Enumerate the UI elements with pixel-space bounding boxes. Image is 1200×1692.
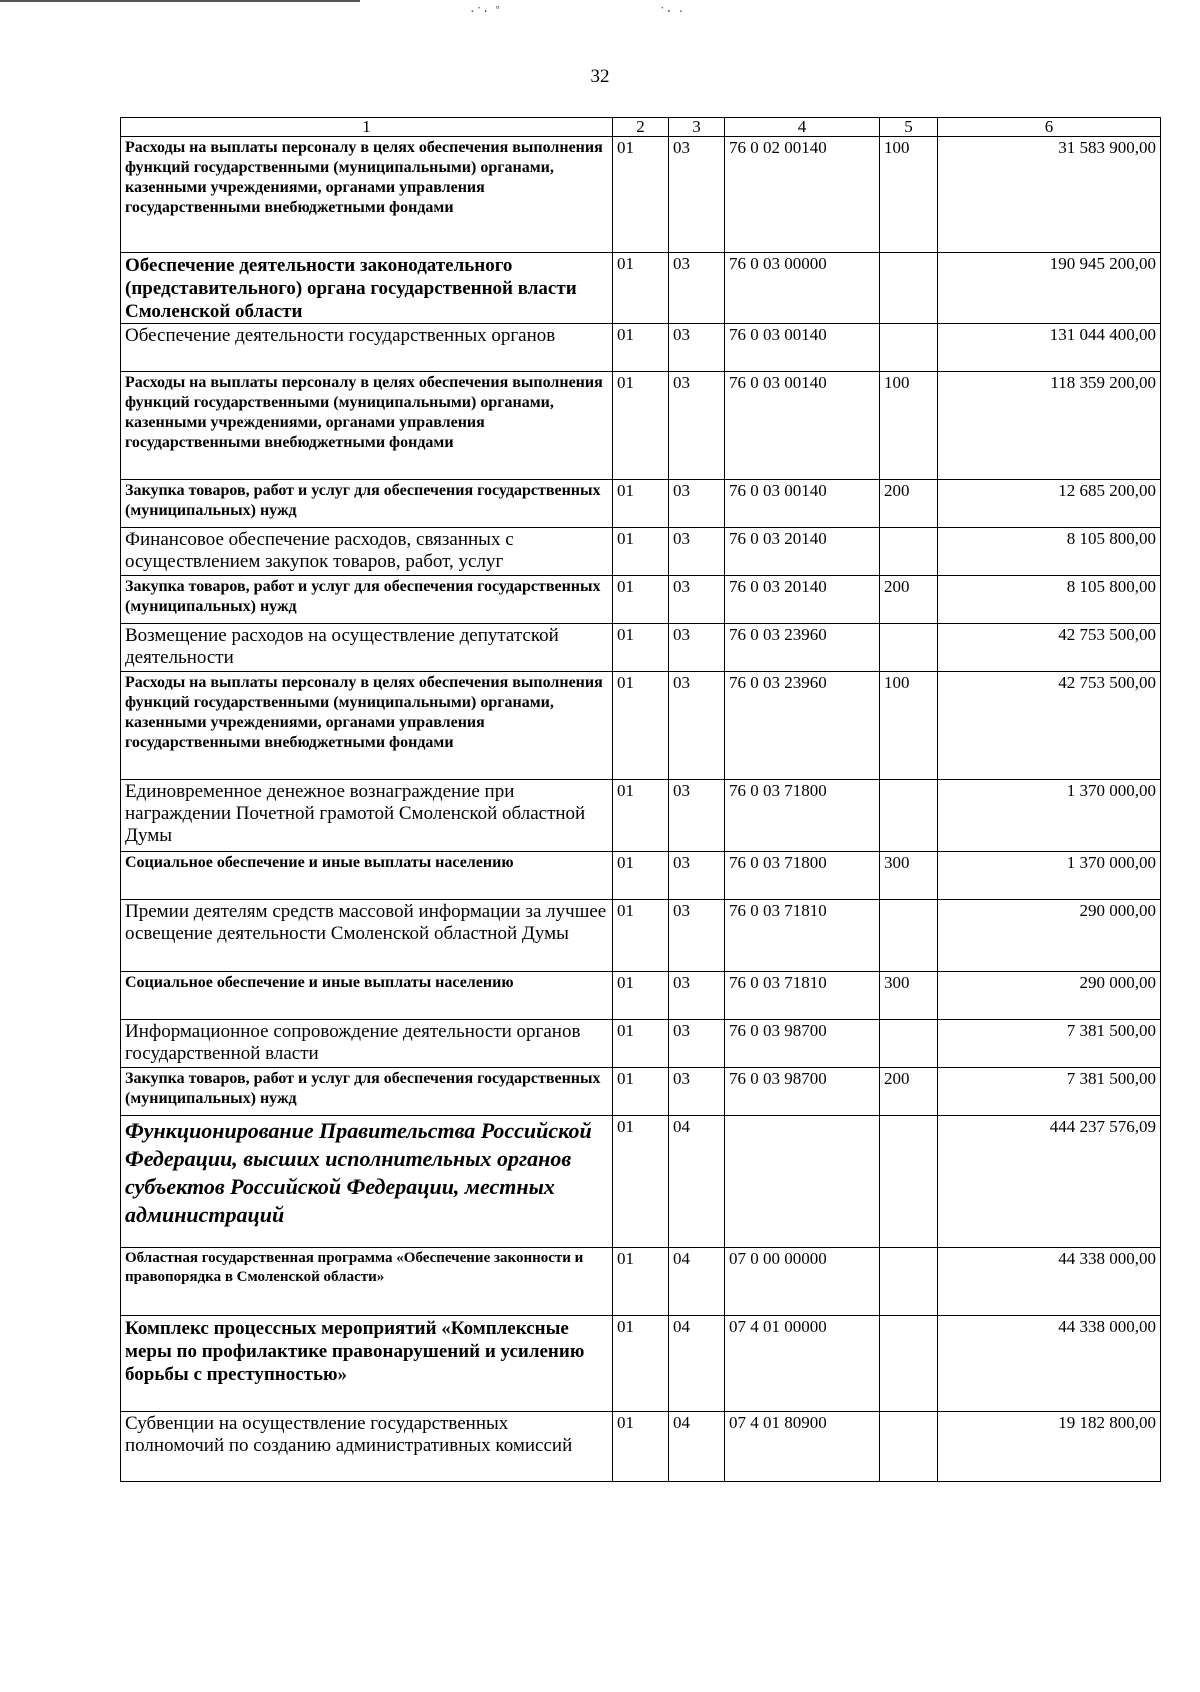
amount-cell: 1 370 000,00	[938, 780, 1161, 852]
target-article-cell: 07 4 01 80900	[725, 1412, 880, 1482]
row-name-cell: Закупка товаров, работ и услуг для обеспечения государственных (муниципальных) нужд	[121, 480, 613, 528]
target-article-cell: 76 0 03 98700	[725, 1068, 880, 1116]
row-name-cell: Расходы на выплаты персоналу в целях обеспечения выполнения функций государственными (муниципальными) органами, казенными учреждениями, органами управления государственными внебюджетными фондами	[121, 372, 613, 480]
subsection-code-cell: 03	[669, 1020, 725, 1068]
row-name-cell: Информационное сопровождение деятельности органов государственной власти	[121, 1020, 613, 1068]
expense-type-cell	[880, 624, 938, 672]
section-code-cell: 01	[613, 972, 669, 1020]
row-name-cell: Комплекс процессных мероприятий «Комплексные меры по профилактике правонарушений и усилению борьбы с преступностью»	[121, 1316, 613, 1412]
target-article-cell: 76 0 03 20140	[725, 576, 880, 624]
section-code-cell: 01	[613, 1412, 669, 1482]
table-row	[121, 672, 1161, 780]
subsection-code-cell: 03	[669, 576, 725, 624]
table-row	[121, 1116, 1161, 1248]
table-row	[121, 253, 1161, 324]
section-code-cell: 01	[613, 528, 669, 576]
section-code-cell: 01	[613, 1068, 669, 1116]
subsection-code-cell: 04	[669, 1316, 725, 1412]
amount-cell: 7 381 500,00	[938, 1020, 1161, 1068]
subsection-code-cell: 03	[669, 324, 725, 372]
scan-edge-mark	[0, 0, 360, 2]
amount-cell: 290 000,00	[938, 972, 1161, 1020]
subsection-code-cell: 03	[669, 480, 725, 528]
table-row	[121, 576, 1161, 624]
target-article-cell: 76 0 03 00000	[725, 253, 880, 324]
table-row	[121, 1020, 1161, 1068]
expense-type-cell	[880, 1412, 938, 1482]
target-article-cell: 76 0 03 23960	[725, 624, 880, 672]
expense-type-cell	[880, 324, 938, 372]
subsection-code-cell: 03	[669, 528, 725, 576]
subsection-code-cell: 03	[669, 852, 725, 900]
row-name-cell: Субвенции на осуществление государственных полномочий по созданию административных комиссий	[121, 1412, 613, 1482]
subsection-code-cell: 03	[669, 372, 725, 480]
table-row	[121, 780, 1161, 852]
amount-cell: 118 359 200,00	[938, 372, 1161, 480]
amount-cell: 42 753 500,00	[938, 672, 1161, 780]
amount-cell: 12 685 200,00	[938, 480, 1161, 528]
expense-type-cell	[880, 1020, 938, 1068]
amount-cell: 44 338 000,00	[938, 1248, 1161, 1316]
scan-dust-mark: ˙‧ ·	[660, 5, 686, 20]
column-header: 3	[669, 118, 725, 137]
section-code-cell: 01	[613, 852, 669, 900]
target-article-cell: 76 0 03 23960	[725, 672, 880, 780]
target-article-cell: 76 0 03 00140	[725, 480, 880, 528]
target-article-cell: 76 0 03 20140	[725, 528, 880, 576]
column-header: 6	[938, 118, 1161, 137]
amount-cell: 7 381 500,00	[938, 1068, 1161, 1116]
expense-type-cell: 100	[880, 672, 938, 780]
table-row	[121, 624, 1161, 672]
expense-type-cell: 100	[880, 372, 938, 480]
expense-type-cell	[880, 900, 938, 972]
subsection-code-cell: 04	[669, 1116, 725, 1248]
target-article-cell	[725, 1116, 880, 1248]
table-row	[121, 852, 1161, 900]
section-code-cell: 01	[613, 672, 669, 780]
section-code-cell: 01	[613, 576, 669, 624]
subsection-code-cell: 03	[669, 972, 725, 1020]
expense-type-cell: 300	[880, 972, 938, 1020]
section-code-cell: 01	[613, 780, 669, 852]
target-article-cell: 76 0 02 00140	[725, 137, 880, 253]
section-code-cell: 01	[613, 137, 669, 253]
target-article-cell: 76 0 03 71810	[725, 972, 880, 1020]
table-row	[121, 137, 1161, 253]
subsection-code-cell: 03	[669, 780, 725, 852]
expense-type-cell	[880, 780, 938, 852]
row-name-cell: Возмещение расходов на осуществление депутатской деятельности	[121, 624, 613, 672]
amount-cell: 190 945 200,00	[938, 253, 1161, 324]
amount-cell: 290 000,00	[938, 900, 1161, 972]
target-article-cell: 76 0 03 71810	[725, 900, 880, 972]
table-row	[121, 972, 1161, 1020]
amount-cell: 31 583 900,00	[938, 137, 1161, 253]
scan-dust-mark: ·˙‧ ˚	[470, 5, 502, 20]
subsection-code-cell: 03	[669, 624, 725, 672]
expense-type-cell	[880, 1116, 938, 1248]
expense-type-cell: 100	[880, 137, 938, 253]
target-article-cell: 76 0 03 00140	[725, 324, 880, 372]
row-name-cell: Функционирование Правительства Российской Федерации, высших исполнительных органов субъектов Российской Федерации, местных администраций	[121, 1116, 613, 1248]
subsection-code-cell: 04	[669, 1248, 725, 1316]
subsection-code-cell: 03	[669, 137, 725, 253]
row-name-cell: Обеспечение деятельности законодательного (представительного) органа государственной власти Смоленской области	[121, 253, 613, 324]
target-article-cell: 76 0 03 71800	[725, 852, 880, 900]
section-code-cell: 01	[613, 1316, 669, 1412]
row-name-cell: Премии деятелям средств массовой информации за лучшее освещение деятельности Смоленской областной Думы	[121, 900, 613, 972]
row-name-cell: Закупка товаров, работ и услуг для обеспечения государственных (муниципальных) нужд	[121, 1068, 613, 1116]
expense-type-cell: 200	[880, 576, 938, 624]
table-row	[121, 900, 1161, 972]
amount-cell: 19 182 800,00	[938, 1412, 1161, 1482]
table-row	[121, 1068, 1161, 1116]
row-name-cell: Обеспечение деятельности государственных органов	[121, 324, 613, 372]
section-code-cell: 01	[613, 1248, 669, 1316]
row-name-cell: Расходы на выплаты персоналу в целях обеспечения выполнения функций государственными (муниципальными) органами, казенными учреждениями, органами управления государственными внебюджетными фондами	[121, 672, 613, 780]
section-code-cell: 01	[613, 324, 669, 372]
amount-cell: 131 044 400,00	[938, 324, 1161, 372]
row-name-cell: Единовременное денежное вознаграждение при награждении Почетной грамотой Смоленской областной Думы	[121, 780, 613, 852]
section-code-cell: 01	[613, 480, 669, 528]
section-code-cell: 01	[613, 1116, 669, 1248]
amount-cell: 42 753 500,00	[938, 624, 1161, 672]
section-code-cell: 01	[613, 900, 669, 972]
subsection-code-cell: 03	[669, 672, 725, 780]
subsection-code-cell: 04	[669, 1412, 725, 1482]
table-row	[121, 324, 1161, 372]
page-number: 32	[590, 66, 610, 87]
amount-cell: 444 237 576,09	[938, 1116, 1161, 1248]
table-row	[121, 1316, 1161, 1412]
row-name-cell: Социальное обеспечение и иные выплаты населению	[121, 852, 613, 900]
row-name-cell: Закупка товаров, работ и услуг для обеспечения государственных (муниципальных) нужд	[121, 576, 613, 624]
table-row	[121, 480, 1161, 528]
subsection-code-cell: 03	[669, 900, 725, 972]
section-code-cell: 01	[613, 624, 669, 672]
row-name-cell: Финансовое обеспечение расходов, связанных с осуществлением закупок товаров, работ, услуг	[121, 528, 613, 576]
target-article-cell: 76 0 03 98700	[725, 1020, 880, 1068]
row-name-cell: Социальное обеспечение и иные выплаты населению	[121, 972, 613, 1020]
row-name-cell: Областная государственная программа «Обеспечение законности и правопорядка в Смоленской области»	[121, 1248, 613, 1316]
expense-type-cell: 200	[880, 480, 938, 528]
amount-cell: 8 105 800,00	[938, 576, 1161, 624]
expense-type-cell	[880, 253, 938, 324]
column-header: 2	[613, 118, 669, 137]
expense-type-cell: 300	[880, 852, 938, 900]
subsection-code-cell: 03	[669, 253, 725, 324]
amount-cell: 44 338 000,00	[938, 1316, 1161, 1412]
section-code-cell: 01	[613, 253, 669, 324]
expense-type-cell	[880, 1248, 938, 1316]
section-code-cell: 01	[613, 372, 669, 480]
target-article-cell: 07 4 01 00000	[725, 1316, 880, 1412]
table-row	[121, 528, 1161, 576]
column-header: 1	[121, 118, 613, 137]
table-row	[121, 372, 1161, 480]
column-header: 5	[880, 118, 938, 137]
target-article-cell: 07 0 00 00000	[725, 1248, 880, 1316]
target-article-cell: 76 0 03 00140	[725, 372, 880, 480]
budget-table	[120, 117, 1161, 1482]
table-row	[121, 1412, 1161, 1482]
expense-type-cell: 200	[880, 1068, 938, 1116]
amount-cell: 8 105 800,00	[938, 528, 1161, 576]
expense-type-cell	[880, 1316, 938, 1412]
expense-type-cell	[880, 528, 938, 576]
subsection-code-cell: 03	[669, 1068, 725, 1116]
row-name-cell: Расходы на выплаты персоналу в целях обеспечения выполнения функций государственными (муниципальными) органами, казенными учреждениями, органами управления государственными внебюджетными фондами	[121, 137, 613, 253]
column-header: 4	[725, 118, 880, 137]
amount-cell: 1 370 000,00	[938, 852, 1161, 900]
table-row	[121, 1248, 1161, 1316]
section-code-cell: 01	[613, 1020, 669, 1068]
table-header-row	[121, 118, 1161, 137]
target-article-cell: 76 0 03 71800	[725, 780, 880, 852]
